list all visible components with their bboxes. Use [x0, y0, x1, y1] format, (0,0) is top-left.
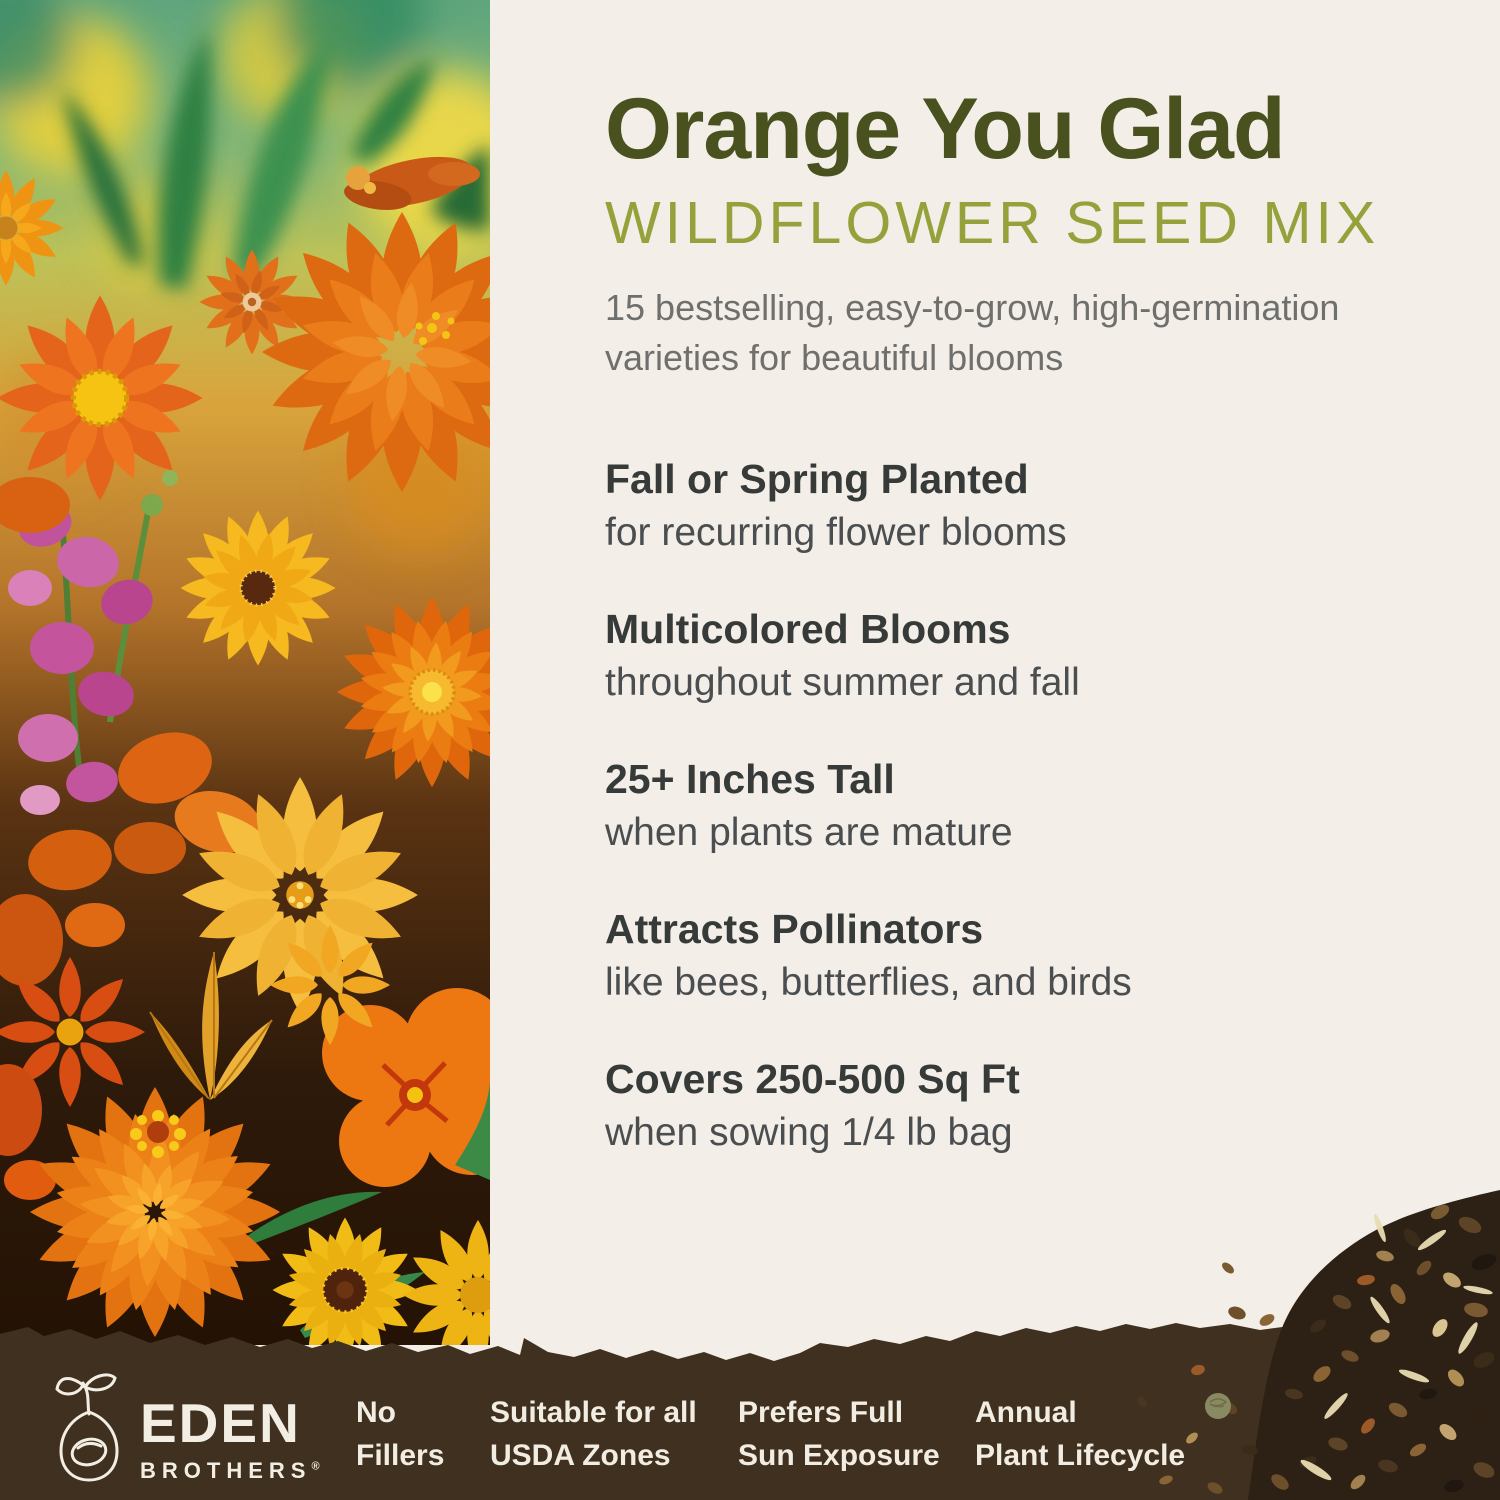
feature-body: like bees, butterflies, and birds: [605, 961, 1132, 1005]
feature-heading: 25+ Inches Tall: [605, 755, 895, 802]
product-title: Orange You Glad: [605, 81, 1285, 177]
product-subtitle: WILDFLOWER SEED MIX: [605, 189, 1380, 256]
brand-name-top: EDEN: [140, 1392, 301, 1454]
feature-heading: Covers 250-500 Sq Ft: [605, 1055, 1020, 1102]
feature-bloom-color: [605, 606, 1425, 706]
feature-heading: Fall or Spring Planted: [605, 456, 1029, 502]
product-description: [605, 283, 1415, 383]
registered-trademark: ®: [311, 1460, 320, 1473]
hero-block: [605, 81, 1415, 383]
feature-coverage: [605, 1056, 1425, 1156]
feature-heading: Attracts Pollinators: [605, 905, 984, 952]
product-description-line1: 15 bestselling, easy-to-grow, high-germination: [605, 286, 1340, 328]
brand-name-bottom: BROTHERS®: [140, 1458, 320, 1483]
seed-pile-photo: [1080, 1170, 1500, 1500]
feature-list: [605, 456, 1425, 1206]
feature-height: [605, 756, 1425, 856]
product-description-line2: varieties for beautiful blooms: [605, 336, 1064, 378]
wildflower-bouquet-photo: [0, 0, 490, 1345]
feature-planting-season: [605, 456, 1425, 556]
badge-usda-zones: Suitable for all USDA Zones: [490, 1396, 697, 1472]
badge-no-fillers: No Fillers: [356, 1396, 445, 1472]
feature-body: when plants are mature: [605, 811, 1013, 855]
feature-heading: Multicolored Blooms: [605, 605, 1011, 652]
badge-sun-exposure: Prefers Full Sun Exposure: [738, 1396, 940, 1472]
feature-body: for recurring flower blooms: [605, 511, 1067, 555]
badge-plant-lifecycle: Annual Plant Lifecycle: [975, 1396, 1186, 1472]
feature-body: when sowing 1/4 lb bag: [605, 1111, 1013, 1155]
feature-body: throughout summer and fall: [605, 661, 1080, 705]
feature-pollinators: [605, 906, 1425, 1006]
